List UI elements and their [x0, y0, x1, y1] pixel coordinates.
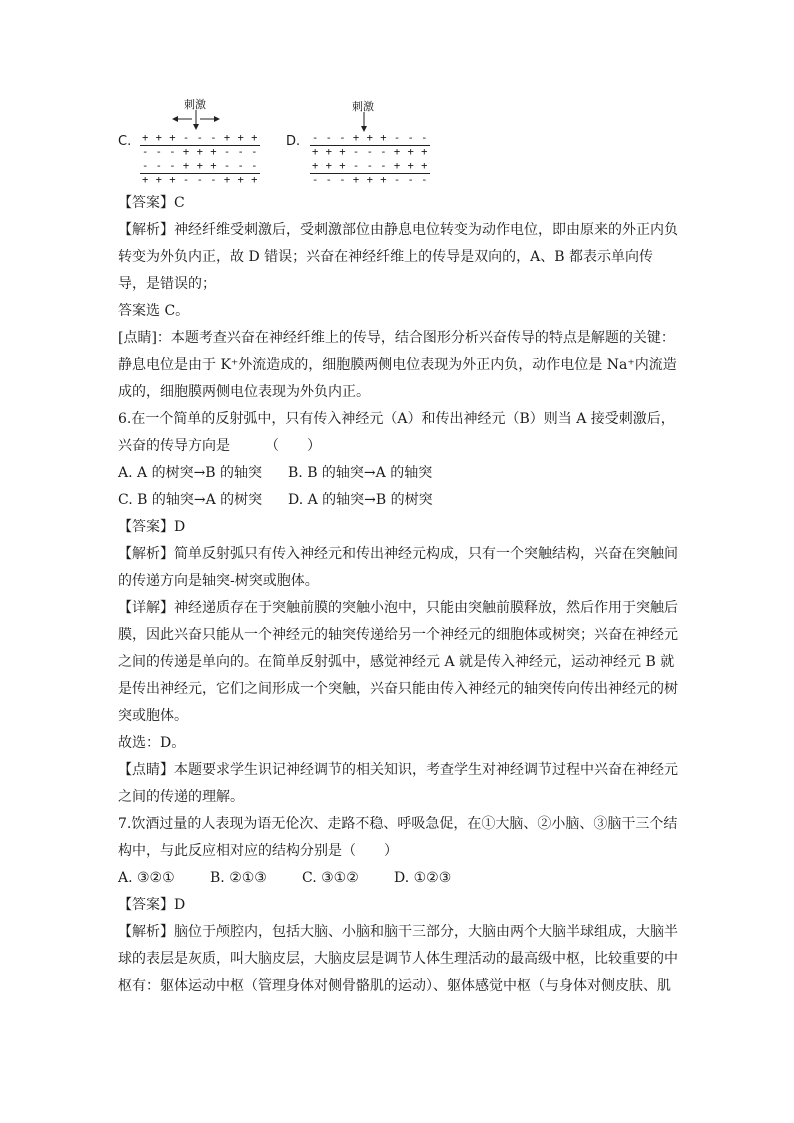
figure-c-row-1: + + + - - - + + + — [142, 132, 258, 144]
q6-analysis: 【解析】简单反射弧只有传入神经元和传出神经元构成，只有一个突触结构，兴奋在突触间的传递方向是轴突-树突或胞体。 — [118, 546, 678, 589]
figure-option-d — [286, 92, 436, 187]
q6-choice: 故选：D。 — [118, 735, 186, 751]
figure-d-row-4: - - - + + + - - - — [312, 174, 428, 186]
q7-answer: 【答案】D — [118, 897, 186, 913]
figure-c-row-4: + + + - - - + + + — [142, 174, 258, 186]
q5-analysis: 【解析】神经纤维受刺激后，受刺激部位由静息电位转变为动作电位，即由原来的外正内负转变为外负内正，故 D 错误；兴奋在神经纤维上的传导是双向的，A、B 都表示单向传导，是错误的； — [118, 222, 678, 292]
q7-option-a: A. ③②① — [118, 870, 175, 886]
q6-option-d: D. A 的轴突→B 的树突 — [288, 492, 433, 508]
figure-option-c — [118, 92, 268, 187]
q5-answer: 【答案】C — [118, 195, 185, 211]
figure-d-label: D. — [286, 134, 301, 149]
figure-d-row-3: + + + - - - + + + — [312, 160, 428, 172]
q7-stem: 7.饮酒过量的人表现为语无伦次、走路不稳、呼吸急促，在①大脑、②小脑、③脑干三个结构中，与此反应相对应的结构分别是（ ） — [118, 816, 678, 859]
bidirectional-arrow-icon — [118, 92, 268, 132]
q7-option-b: B. ②①③ — [210, 870, 267, 886]
figure-d-row-1: - - - + + + - - - — [312, 132, 428, 144]
q6-options-row-1 — [118, 460, 678, 487]
q5-choice: 答案选 C。 — [118, 303, 190, 319]
q6-point: 【点睛】本题要求学生识记神经调节的相关知识，考查学生对神经调节过程中兴奋在神经元之间的传递的理解。 — [118, 762, 678, 805]
figure-d-row-2: + + + - - - + + + — [312, 146, 428, 158]
q6-stem: 6.在一个简单的反射弧中，只有传入神经元（A）和传出神经元（B）则当 A 接受刺激后，兴奋的传导方向是 （ ） — [118, 411, 675, 454]
q7-option-d: D. ①②③ — [394, 870, 452, 886]
q7-options — [118, 865, 678, 892]
q6-option-b: B. B 的轴突→A 的轴突 — [288, 465, 433, 481]
figure-c-row-3: - - - + + + - - - — [142, 160, 258, 172]
figure-c-stimulus-label: 刺激 — [184, 98, 206, 111]
q6-option-c: C. B 的轴突→A 的树突 — [118, 492, 263, 508]
figure-d-stimulus-label: 刺激 — [352, 100, 374, 113]
q7-option-c: C. ③①② — [302, 870, 359, 886]
figure-c-label: C. — [118, 134, 132, 149]
down-arrow-icon — [286, 92, 436, 132]
q5-point: [点睛]：本题考查兴奋在神经纤维上的传导，结合图形分析兴奋传导的特点是解题的关键：静息电位是由于 K⁺外流造成的，细胞膜两侧电位表现为外正内负，动作电位是 Na⁺内流造成的，细胞膜两侧电位表现为外负内正。 — [118, 330, 677, 400]
q6-options-row-2 — [118, 487, 678, 514]
document-body — [118, 190, 678, 1000]
q6-answer: 【答案】D — [118, 519, 186, 535]
q6-option-a: A. A 的树突→B 的轴突 — [118, 465, 263, 481]
figure-c-row-2: - - - + + + - - - — [142, 146, 258, 158]
q7-analysis: 【解析】脑位于颅腔内，包括大脑、小脑和脑干三部分，大脑由两个大脑半球组成，大脑半球的表层是灰质，叫大脑皮层，大脑皮层是调节人体生理活动的最高级中枢，比较重要的中枢有：躯体运动中枢（管理身体对侧骨骼肌的运动）、躯体感觉中枢（与身体对侧皮肤、肌 — [118, 924, 678, 994]
q6-detail: 【详解】神经递质存在于突触前膜的突触小泡中，只能由突触前膜释放，然后作用于突触后膜，因此兴奋只能从一个神经元的轴突传递给另一个神经元的细胞体或树突；兴奋在神经元之间的传递是单向的。在简单反射弧中，感觉神经元 A 就是传入神经元，运动神经元 B 就是传出神经元，它们之间形成一个突触，兴奋只能由传入神经元的轴突传向传出神经元的树突或胞体。 — [118, 600, 678, 724]
